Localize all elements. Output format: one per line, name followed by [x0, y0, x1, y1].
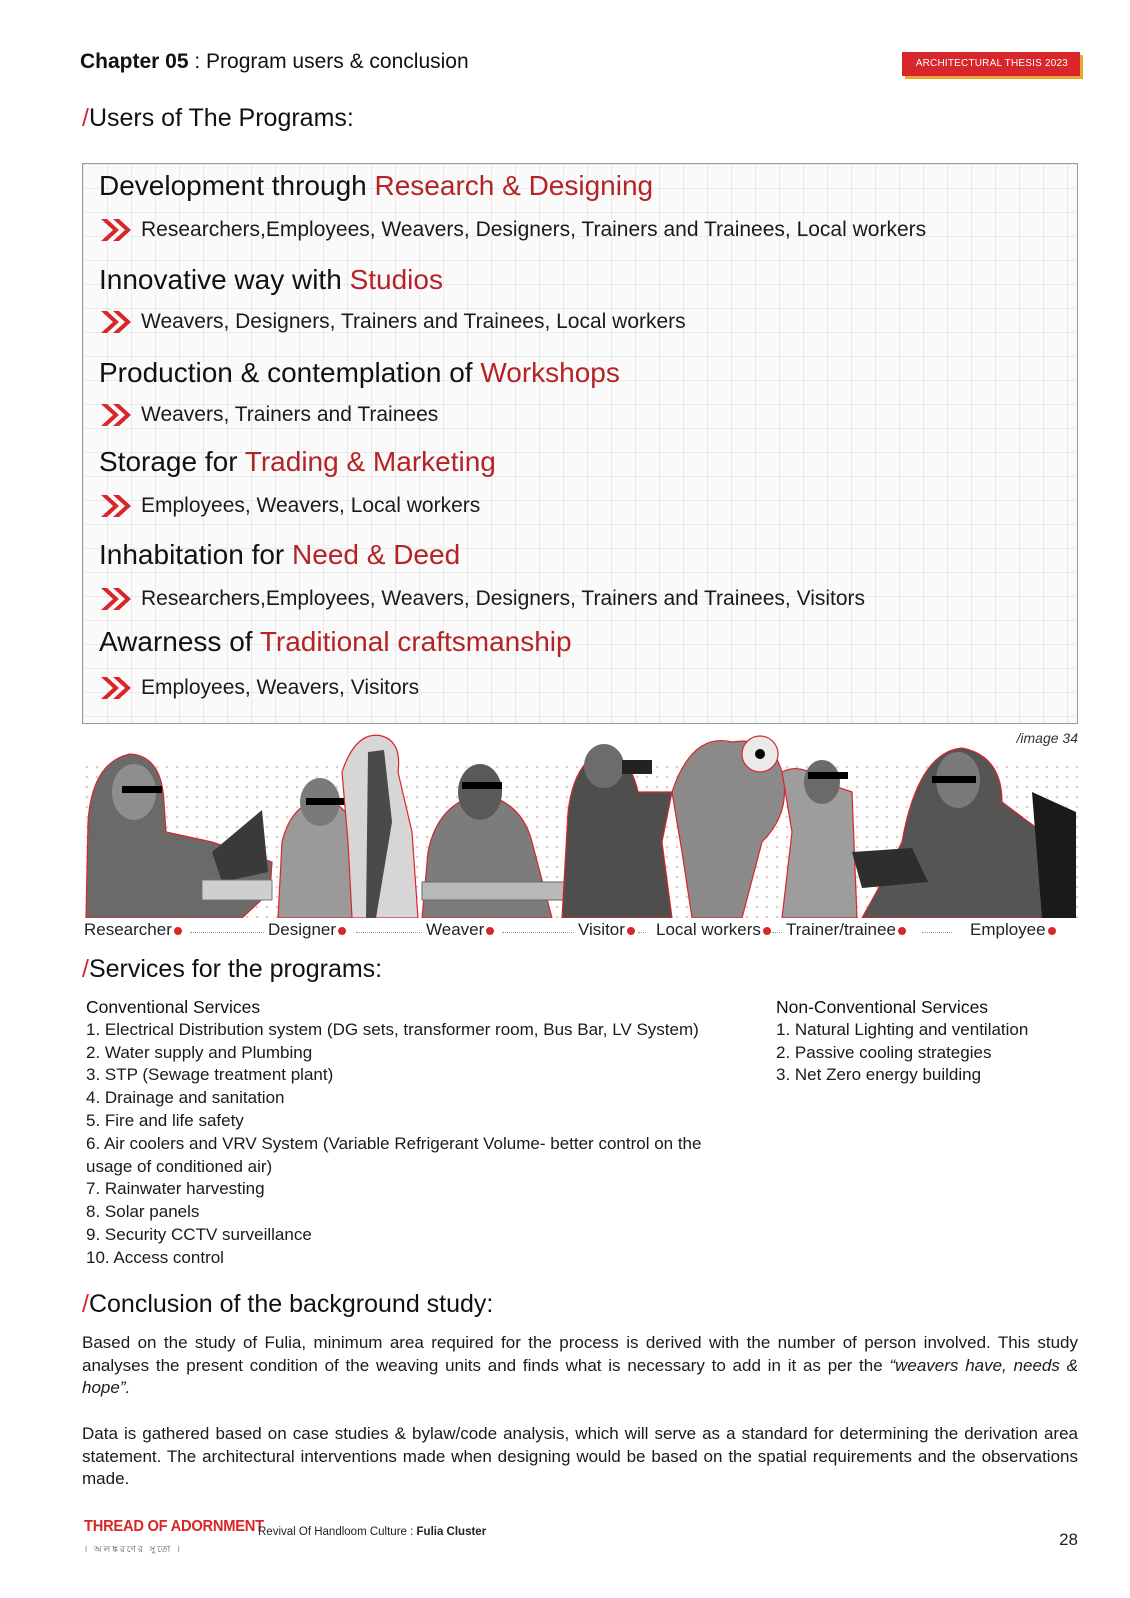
- footer-subtitle-bold: Fulia Cluster: [416, 1526, 487, 1538]
- program-accent: Research & Designing: [374, 170, 654, 201]
- program-accent: Traditional craftsmanship: [259, 626, 572, 657]
- service-item: 5. Fire and life safety: [86, 1110, 244, 1130]
- programs-box: [82, 163, 1078, 724]
- non-conventional-services-title: Non-Conventional Services: [776, 997, 989, 1017]
- program-lead: Inhabitation for: [99, 539, 293, 570]
- footer-logo: THREAD OF ADORNMENT: [84, 1518, 264, 1535]
- role-dot: [763, 927, 771, 935]
- role-label: Employee: [970, 920, 1046, 939]
- role-local-workers: [656, 920, 771, 940]
- role-designer: [268, 920, 346, 940]
- conclusion-paragraph-2: Data is gathered based on case studies & bylaw/code analysis, which will serve as a standard for determining the derivation area statement. The architectural interventions made when designing would be based on the spatial requirements and the observations made.: [82, 1424, 1078, 1489]
- footer-subtitle: [258, 1526, 486, 1538]
- program-users-text: Researchers,Employees, Weavers, Designers, Trainers and Trainees, Local workers: [141, 218, 927, 241]
- program-heading: [99, 357, 620, 389]
- footer-logo-subtitle: । অলঙ্করণের সুতো ।: [84, 1544, 182, 1554]
- program-heading: [99, 626, 572, 658]
- title-text: Services for the programs:: [88, 955, 383, 983]
- program-accent: Trading & Marketing: [244, 446, 496, 477]
- service-item: 2. Water supply and Plumbing: [86, 1042, 313, 1062]
- program-users-text: Weavers, Designers, Trainers and Trainees, Local workers: [141, 310, 686, 333]
- conventional-services-title: Conventional Services: [86, 997, 261, 1017]
- program-item: [99, 357, 620, 389]
- program-lead: Awarness of: [99, 626, 260, 657]
- services-section-title: [82, 955, 382, 984]
- program-item: [99, 264, 443, 296]
- program-users: [99, 674, 419, 702]
- roles-legend: [82, 920, 1078, 944]
- connector-line: [356, 932, 422, 933]
- program-lead: Innovative way with: [99, 264, 350, 295]
- program-users: [99, 401, 438, 429]
- page-number: 28: [1059, 1530, 1078, 1549]
- program-accent: Workshops: [480, 357, 620, 388]
- service-item: 10. Access control: [86, 1247, 224, 1267]
- role-researcher: [84, 920, 182, 940]
- role-dot: [627, 927, 635, 935]
- program-users: [99, 492, 480, 520]
- program-item: [99, 539, 460, 571]
- double-chevron-icon: [99, 401, 137, 429]
- paragraph-text: Based on the study of Fulia, minimum area required for the process is derived with the number of person involved. This study analyses the present condition of the weaving units and finds what is necessary to add in it as per the: [82, 1333, 1078, 1375]
- role-label: Researcher: [84, 920, 172, 939]
- title-slash: /: [82, 104, 89, 132]
- role-dot: [898, 927, 906, 935]
- service-item: 6. Air coolers and VRV System (Variable Refrigerant Volume- better control on the: [86, 1133, 702, 1153]
- chapter-heading: [80, 50, 469, 74]
- users-section-title: [82, 104, 354, 133]
- role-label: Designer: [268, 920, 337, 939]
- title-text: Users of The Programs:: [88, 104, 354, 132]
- program-item: [99, 446, 496, 478]
- program-users-text: Employees, Weavers, Visitors: [141, 676, 420, 699]
- conclusion-paragraph-1: [82, 1332, 1078, 1400]
- double-chevron-icon: [99, 585, 137, 613]
- page-header: [80, 50, 1080, 84]
- role-label: Trainer/trainee: [786, 920, 896, 939]
- role-dot: [1048, 927, 1056, 935]
- users-photo-strip: [82, 732, 1078, 918]
- program-heading: [99, 170, 653, 202]
- connector-line: [502, 932, 574, 933]
- role-visitor: [578, 920, 635, 940]
- program-heading: [99, 446, 496, 478]
- double-chevron-icon: [99, 492, 137, 520]
- connector-line: [190, 932, 264, 933]
- role-weaver: [426, 920, 494, 940]
- service-item: 3. Net Zero energy building: [776, 1065, 982, 1085]
- non-conventional-services: [776, 996, 1076, 1087]
- program-users: [99, 308, 686, 336]
- conclusion-section-title: [82, 1290, 493, 1319]
- service-item: 3. STP (Sewage treatment plant): [86, 1065, 334, 1085]
- double-chevron-icon: [99, 216, 137, 244]
- role-dot: [486, 927, 494, 935]
- program-item: [99, 170, 653, 202]
- footer-subtitle-plain: Revival Of Handloom Culture :: [258, 1526, 417, 1538]
- program-lead: Storage for: [99, 446, 245, 477]
- program-users-text: Researchers,Employees, Weavers, Designers, Trainers and Trainees, Visitors: [141, 587, 866, 610]
- program-users-text: Weavers, Trainers and Trainees: [141, 403, 439, 426]
- title-slash: /: [82, 1290, 89, 1318]
- chapter-title: : Program users & conclusion: [188, 50, 469, 73]
- title-slash: /: [82, 955, 89, 983]
- double-chevron-icon: [99, 674, 137, 702]
- program-item: [99, 626, 572, 658]
- double-chevron-icon: [99, 308, 137, 336]
- title-text: Conclusion of the background study:: [88, 1290, 494, 1318]
- program-users: [99, 216, 926, 244]
- program-lead: Development through: [99, 170, 375, 201]
- role-employee: [970, 920, 1056, 940]
- program-heading: [99, 264, 443, 296]
- service-item: 4. Drainage and sanitation: [86, 1088, 285, 1108]
- program-accent: Studios: [349, 264, 443, 295]
- service-item: 1. Electrical Distribution system (DG sets, transformer room, Bus Bar, LV System): [86, 1019, 699, 1039]
- chapter-label: Chapter 05: [80, 50, 189, 73]
- connector-line: [772, 932, 782, 933]
- connector-line: [638, 932, 646, 933]
- paragraph-quote: “weavers have, needs & hope”.: [82, 1355, 1078, 1398]
- role-dot: [338, 927, 346, 935]
- service-item: 8. Solar panels: [86, 1202, 200, 1222]
- role-label: Visitor: [578, 920, 625, 939]
- role-label: Local workers: [656, 920, 761, 939]
- role-label: Weaver: [426, 920, 485, 939]
- connector-line: [922, 932, 952, 933]
- conventional-services: [86, 996, 786, 1270]
- program-users: [99, 585, 865, 613]
- image-caption: /image 34: [1016, 730, 1078, 746]
- service-item: 2. Passive cooling strategies: [776, 1042, 992, 1062]
- role-trainer-trainee: [786, 920, 906, 940]
- program-accent: Need & Deed: [292, 539, 461, 570]
- service-item: 7. Rainwater harvesting: [86, 1179, 265, 1199]
- program-users-text: Employees, Weavers, Local workers: [141, 494, 481, 517]
- service-item: 9. Security CCTV surveillance: [86, 1224, 312, 1244]
- program-lead: Production & contemplation of: [99, 357, 481, 388]
- service-item: 1. Natural Lighting and ventilation: [776, 1019, 1029, 1039]
- service-item: usage of conditioned air): [86, 1156, 273, 1176]
- role-dot: [174, 927, 182, 935]
- thesis-badge: ARCHITECTURAL THESIS 2023: [902, 52, 1080, 76]
- program-heading: [99, 539, 460, 571]
